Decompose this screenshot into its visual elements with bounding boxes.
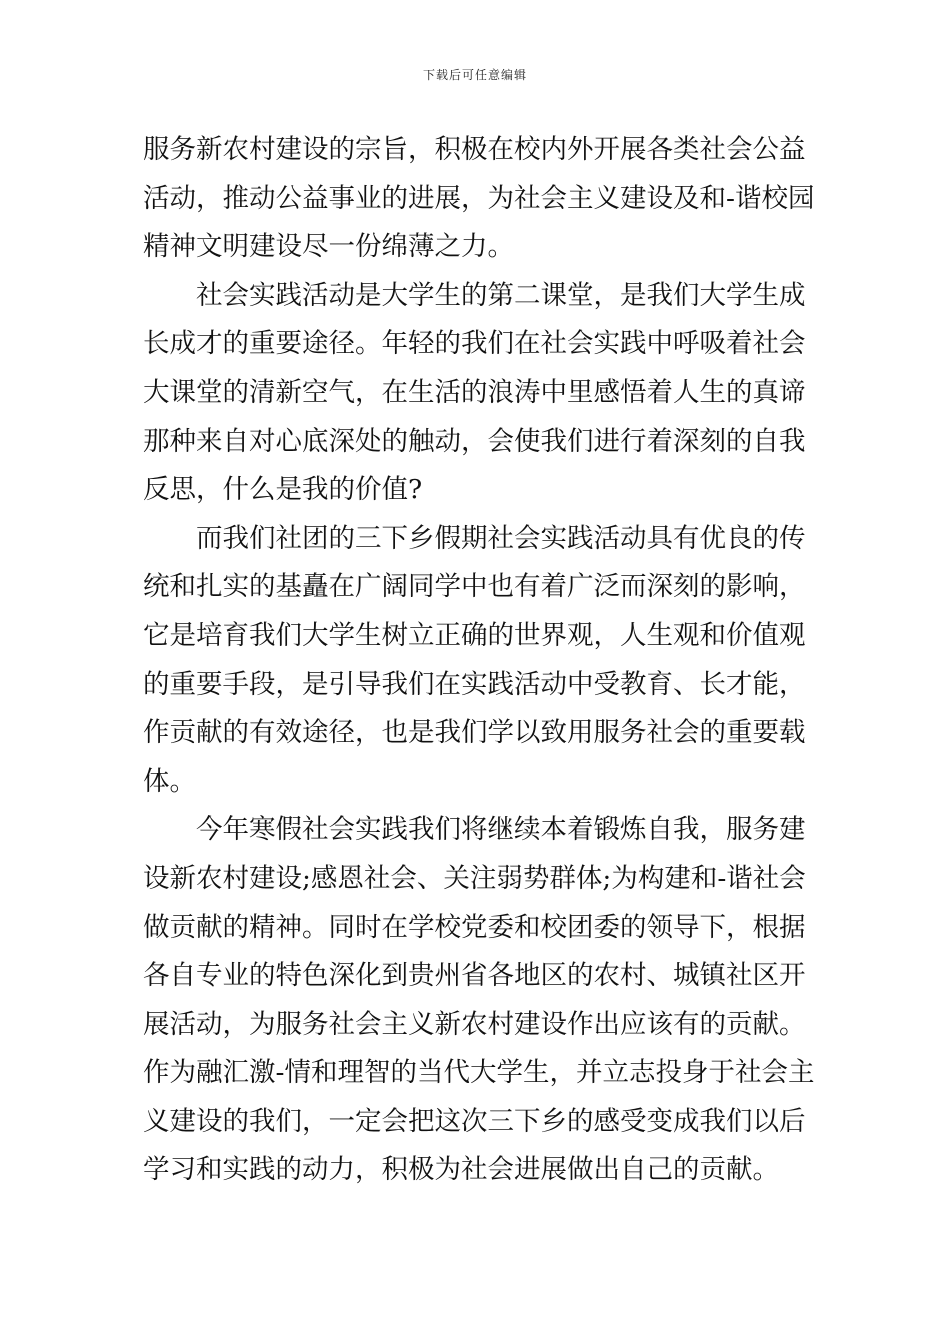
text-line: 统和扎实的基矗在广阔同学中也有着广泛而深刻的影响， <box>143 571 806 603</box>
text-line: 展活动，为服务社会主义新农村建设作出应该有的贡献。 <box>143 1008 806 1040</box>
text-line: 义建设的我们，一定会把这次三下乡的感受变成我们以后 <box>143 1105 806 1137</box>
text-line: 作贡献的有效途径，也是我们学以致用服务社会的重要载 <box>143 717 806 749</box>
paragraph-first-line: 社会实践活动是大学生的第二课堂，是我们大学生成 <box>196 279 806 311</box>
text-line: 做贡献的精神。同时在学校党委和校团委的领导下，根据 <box>143 911 806 943</box>
text-line: 反思，什么是我的价值? <box>143 474 423 506</box>
text-line: 长成才的重要途径。年轻的我们在社会实践中呼吸着社会 <box>143 328 806 360</box>
header-note: 下载后可任意编辑 <box>422 68 527 82</box>
text-line: 各自专业的特色深化到贵州省各地区的农村、城镇社区开 <box>143 960 806 992</box>
text-line: 体。 <box>143 765 196 797</box>
text-line: 服务新农村建设的宗旨，积极在校内外开展各类社会公益 <box>143 134 806 165</box>
paragraph-first-line: 今年寒假社会实践我们将继续本着锻炼自我，服务建 <box>196 814 806 846</box>
text-line: 精神文明建设尽一份绵薄之力。 <box>143 231 514 263</box>
text-line: 作为融汇激-情和理智的当代大学生，并立志投身于社会主 <box>143 1057 815 1089</box>
text-line: 它是培育我们大学生树立正确的世界观，人生观和价值观 <box>143 619 806 651</box>
paragraph-first-line: 而我们社团的三下乡假期社会实践活动具有优良的传 <box>196 522 806 554</box>
text-line: 活动，推动公益事业的进展，为社会主义建设及和-谐校园 <box>143 182 815 214</box>
text-line: 那种来自对心底深处的触动，会使我们进行着深刻的自我 <box>143 425 806 457</box>
text-line: 大课堂的清新空气，在生活的浪涛中里感悟着人生的真谛 <box>143 376 806 408</box>
document-body <box>143 126 815 1195</box>
text-line: 学习和实践的动力，积极为社会进展做出自己的贡献。 <box>143 1154 779 1186</box>
text-line: 的重要手段，是引导我们在实践活动中受教育、长才能， <box>143 668 806 700</box>
text-line: 设新农村建设;感恩社会、关注弱势群体;为构建和-谐社会 <box>143 862 806 894</box>
